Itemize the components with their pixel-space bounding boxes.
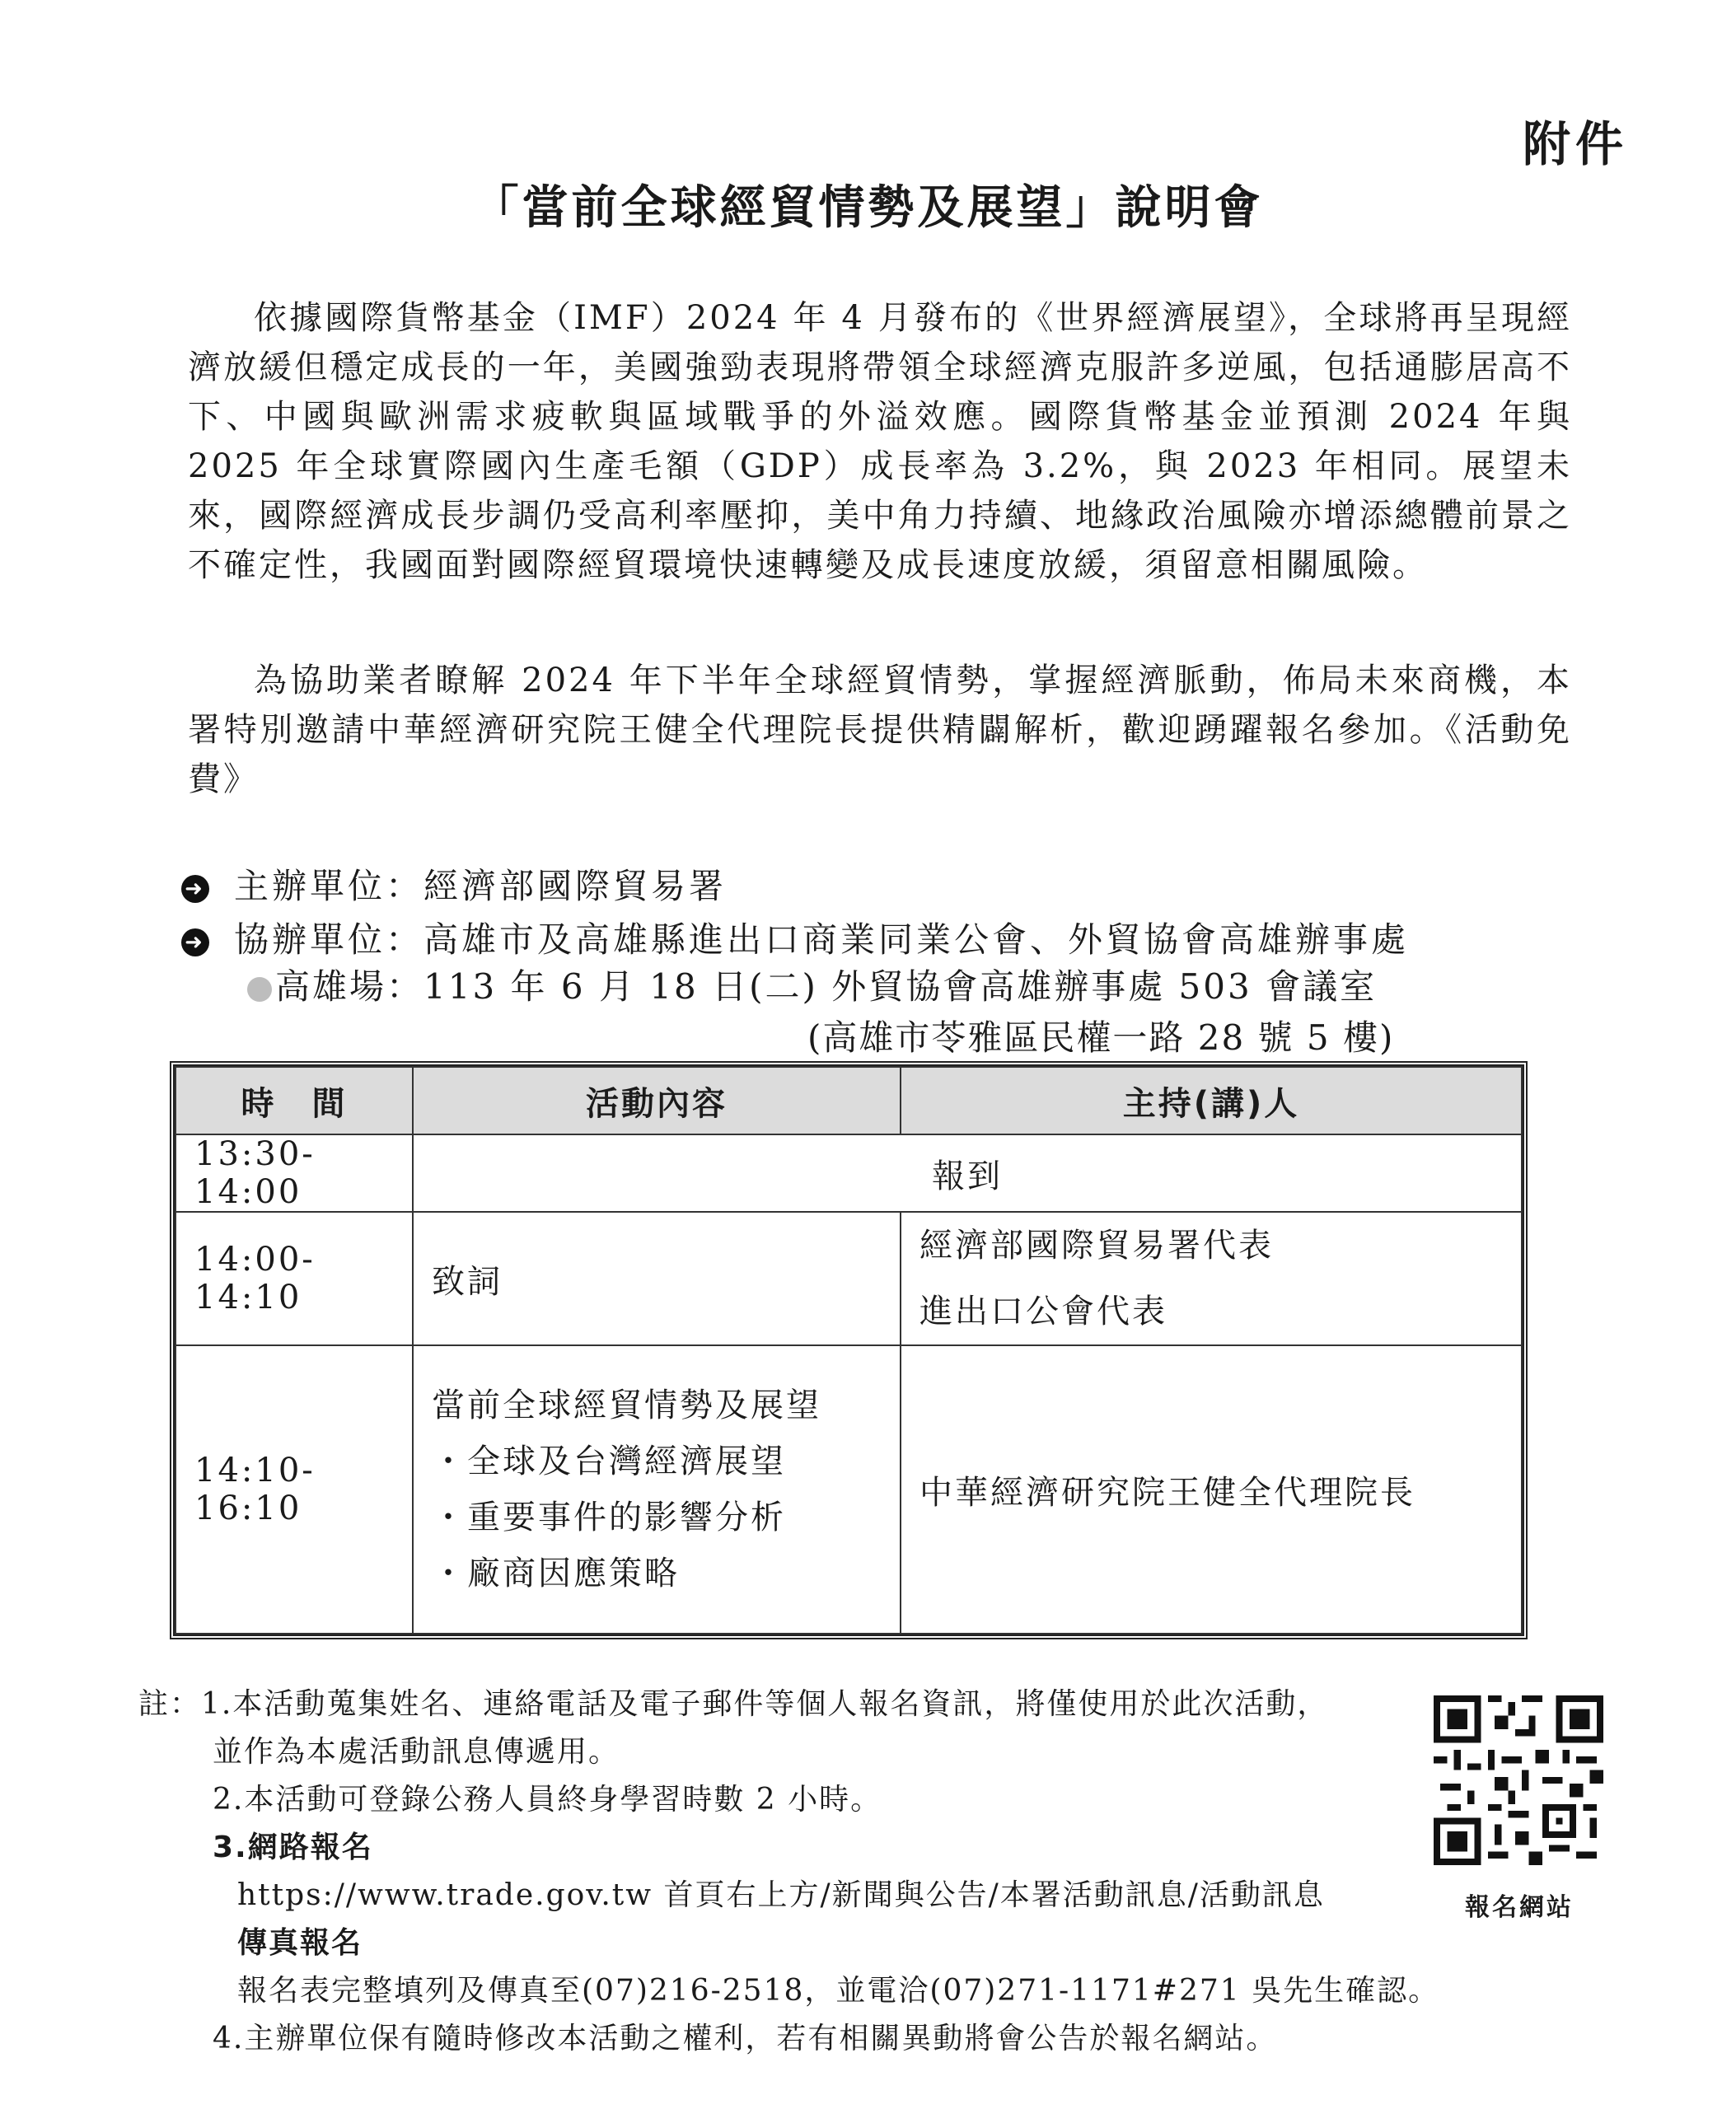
notes-prefix: 註： [138, 1687, 202, 1721]
arrow-bullet-icon: ➜ [181, 928, 209, 956]
co-organizer-line [181, 917, 1409, 963]
content-line: 當前全球經貿情勢及展望 [432, 1387, 821, 1424]
table-row [175, 1134, 1522, 1212]
header-time: 時 間 [175, 1067, 413, 1134]
intro-paragraph-2: 為協助業者瞭解 2024 年下半年全球經貿情勢，掌握經濟脈動，佈局未來商機，本署特別邀請中華經濟研究院王健全代理院長提供精闢解析，歡迎踴躍報名參加。《活動免費》 [188, 662, 1572, 798]
content-line: ・廠商因應策略 [432, 1555, 680, 1592]
host-line: 進出口公會代表 [919, 1293, 1167, 1330]
note-item-heading: 傳真報名 [237, 1926, 363, 1960]
organizer-line [181, 863, 727, 910]
organizer-text: 主辦單位：經濟部國際貿易署 [234, 866, 728, 906]
row-time: 14:00-14:10 [175, 1212, 413, 1345]
venue-line [247, 964, 1377, 1010]
registration-url[interactable]: https://www.trade.gov.tw 首頁右上方/新聞與公告/本署活動訊息/活動訊息 [237, 1878, 1325, 1912]
schedule-table [170, 1061, 1528, 1639]
intro-paragraph-1: 依據國際貨幣基金（IMF）2024 年 4 月發布的《世界經濟展望》，全球將再呈現經濟放緩但穩定成長的一年，美國強勁表現將帶領全球經濟克服許多逆風，包括通膨居高不下、中國與歐洲需求疲軟與區域戰爭的外溢效應。國際貨幣基金並預測 2024 年與 2025 年全球實際國內生產毛額（GDP）成長率為 3.2%，與 2023 年相同。展望未來，國際經濟成長步調仍受高利率壓抑，美中角力持續、地緣政治風險亦增添總體前景之不確定性，我國面對國際經貿環境快速轉變及成長速度放緩，須留意相關風險。 [188, 299, 1572, 584]
note-item: 1.本活動蒐集姓名、連絡電話及電子郵件等個人報名資訊，將僅使用於此次活動， [201, 1687, 1329, 1721]
circle-bullet-icon [247, 977, 272, 1002]
qr-caption: 報名網站 [1465, 1893, 1574, 1922]
content-line: ・全球及台灣經濟展望 [432, 1443, 786, 1480]
header-content: 活動內容 [413, 1067, 901, 1134]
note-item-heading: 3.網路報名 [213, 1831, 373, 1864]
co-organizer-text: 協辦單位：高雄市及高雄縣進出口商業同業公會、外貿協會高雄辦事處 [234, 919, 1410, 960]
document-title: 「當前全球經貿情勢及展望」說明會 [472, 181, 1264, 235]
row-host [901, 1212, 1522, 1345]
note-item: 2.本活動可登錄公務人員終身學習時數 2 小時。 [213, 1783, 882, 1817]
venue-text: 高雄場：113 年 6 月 18 日(二) 外貿協會高雄辦事處 503 會議室 [275, 966, 1378, 1007]
attachment-label: 附件 [1523, 116, 1629, 172]
note-item: 並作為本處活動訊息傳遞用。 [213, 1735, 620, 1769]
note-item: 報名表完整填列及傳真至(07)216-2518，並電洽(07)271-1171#271 吳先生確認。 [237, 1974, 1440, 2008]
row-content [413, 1345, 901, 1634]
row-time: 14:10-16:10 [175, 1345, 413, 1634]
arrow-bullet-icon: ➜ [181, 875, 209, 903]
qr-code-icon[interactable] [1434, 1695, 1603, 1865]
row-host: 中華經濟研究院王健全代理院長 [901, 1345, 1522, 1634]
host-line: 經濟部國際貿易署代表 [919, 1227, 1274, 1265]
table-row [175, 1212, 1522, 1345]
row-content: 致詞 [413, 1212, 901, 1345]
venue-address: (高雄市苓雅區民權一路 28 號 5 樓) [807, 1017, 1395, 1058]
note-item: 4.主辦單位保有隨時修改本活動之權利，若有相關異動將會公告於報名網站。 [213, 2022, 1278, 2055]
row-time: 13:30-14:00 [175, 1134, 413, 1212]
content-line: ・重要事件的影響分析 [432, 1499, 786, 1536]
row-content: 報到 [413, 1134, 1522, 1212]
table-row [175, 1345, 1522, 1634]
table-header-row [175, 1067, 1522, 1134]
notes-section [138, 1681, 1440, 2063]
header-host: 主持(講)人 [901, 1067, 1522, 1134]
